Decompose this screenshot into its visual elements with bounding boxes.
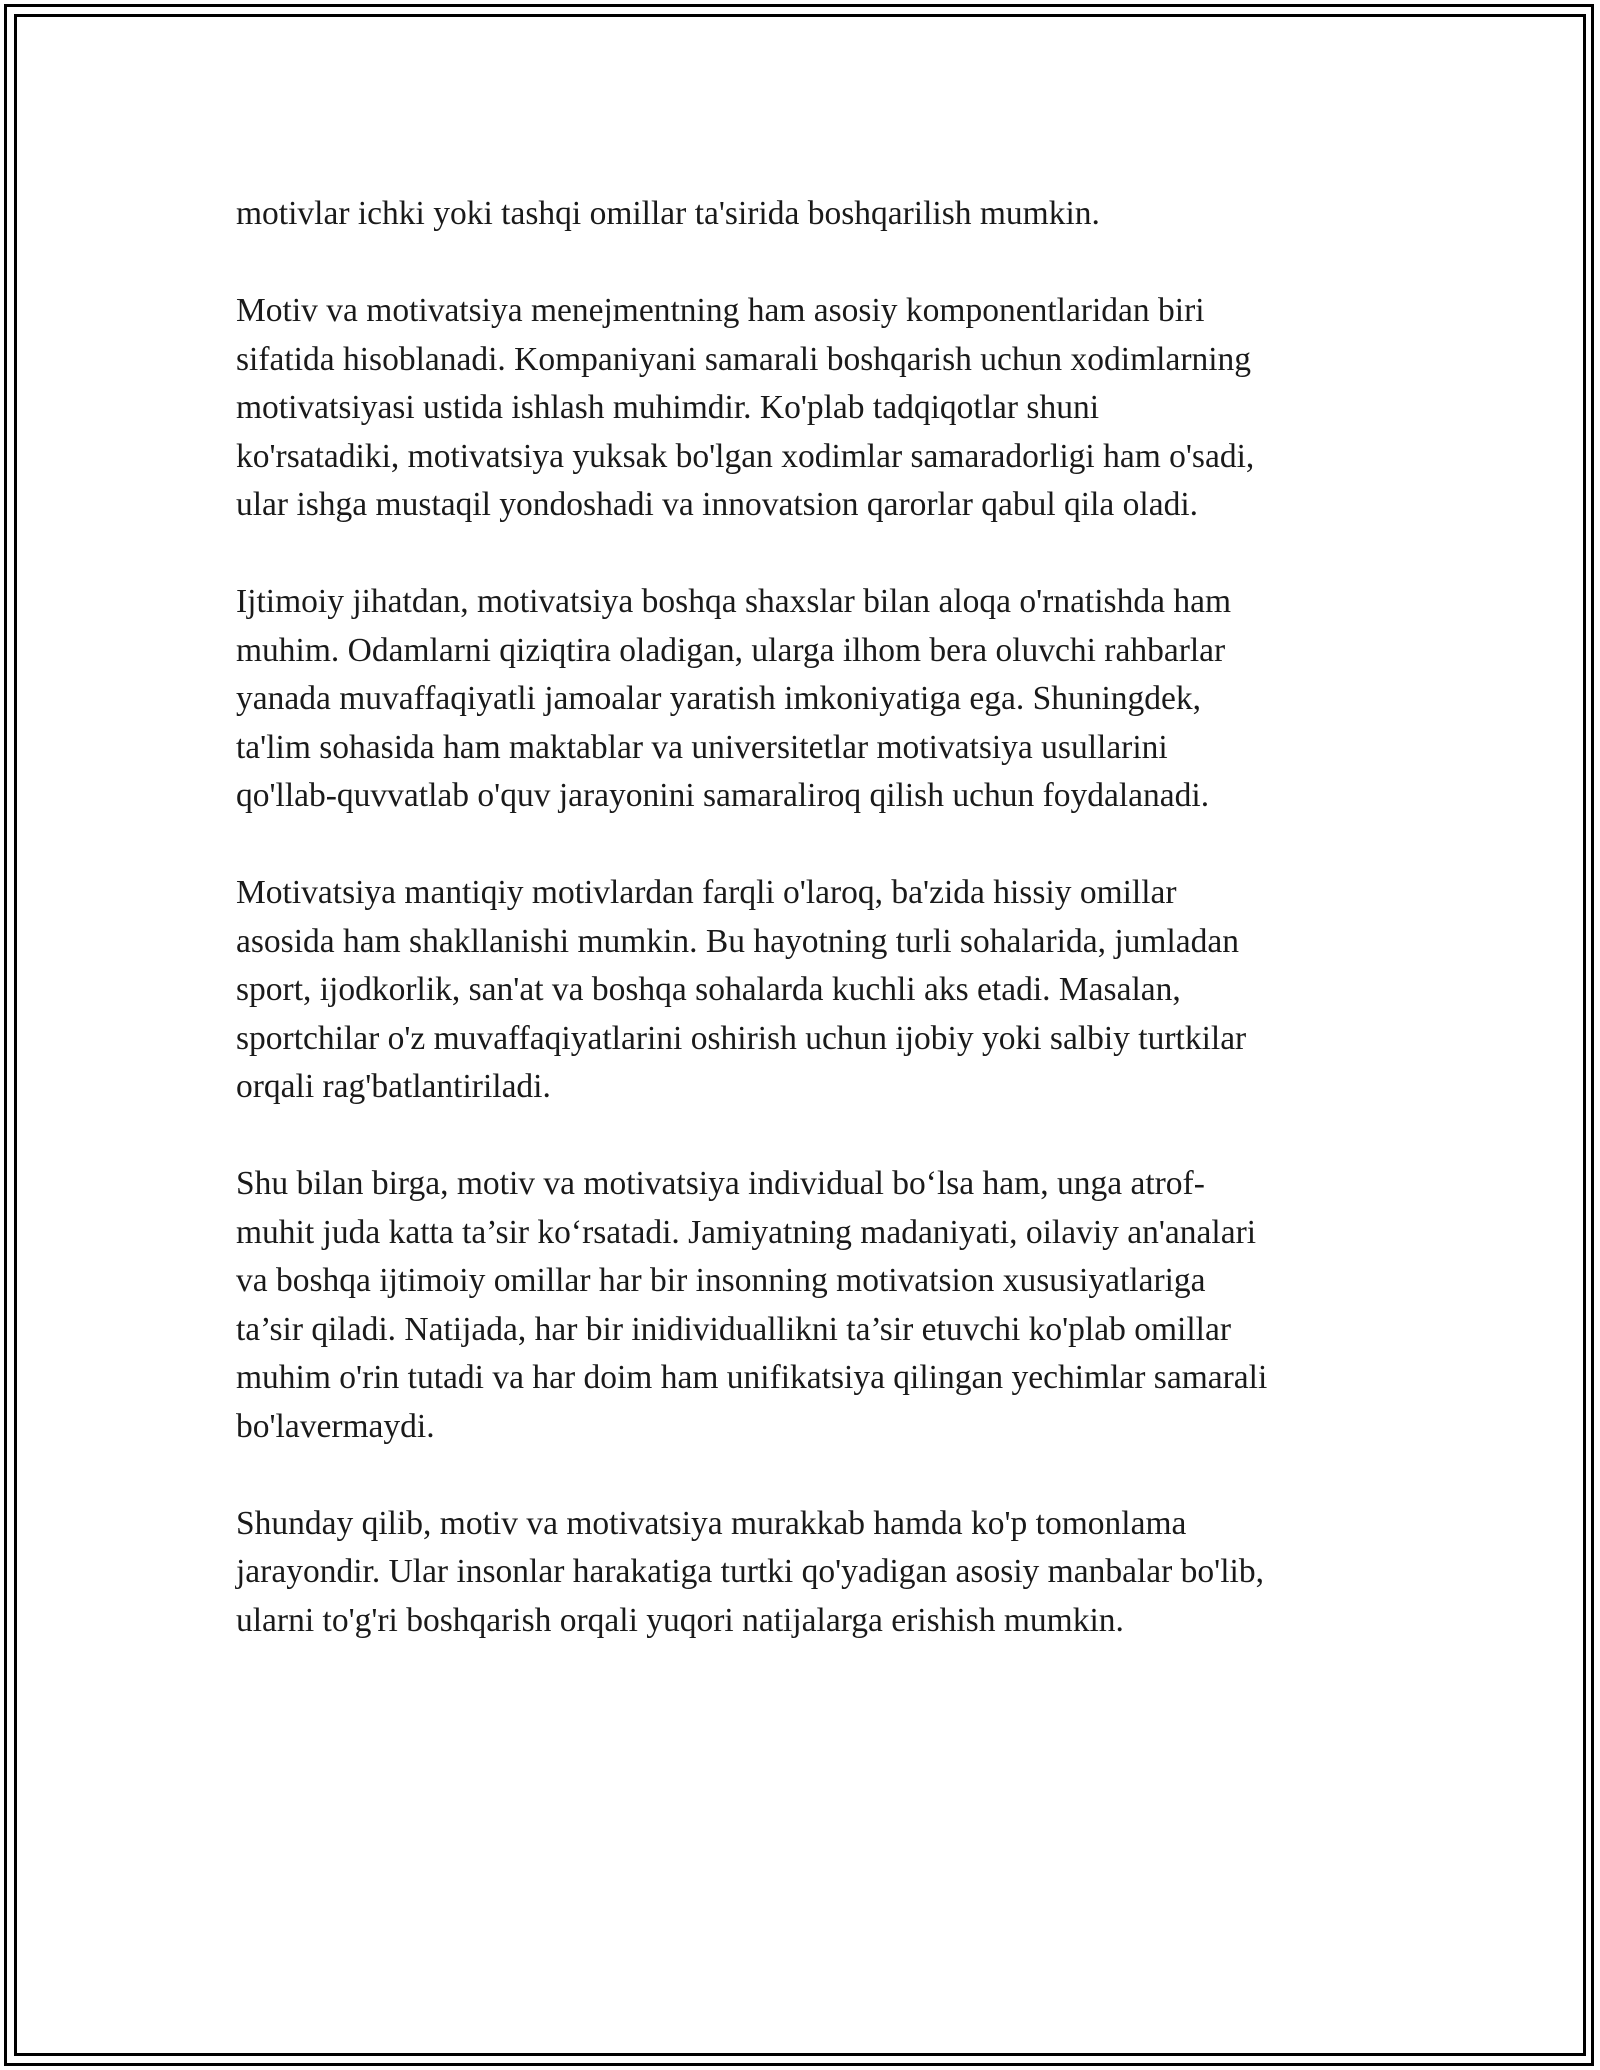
- paragraph-5: Shu bilan birga, motiv va motivatsiya individual bo‘lsa ham, unga atrof- muhit juda katta ta’sir ko‘rsatadi. Jamiyatning madaniyati, oilaviy an'analari va boshqa ijtimoiy omillar har bir insonning motivatsion xususiyatlariga ta’sir qiladi. Natijada, har bir inidividuallikni ta’sir etuvchi ko'plab omillar muhim o'rin tutadi va har doim ham unifikatsiya qilingan yechimlar samarali bo'lavermaydi.: [236, 1165, 1268, 1445]
- paragraph-6: Shunday qilib, motiv va motivatsiya murakkab hamda ko'p tomonlama jarayondir. Ular insonlar harakatiga turtki qo'yadigan asosiy manbalar bo'lib, ularni to'g'ri boshqarish orqali yuqori natijalarga erishish mumkin.: [236, 1504, 1264, 1639]
- paragraph-2: Motiv va motivatsiya menejmentning ham asosiy komponentlaridan biri sifatida hisoblanadi. Kompaniyani samarali boshqarish uchun xodimlarning motivatsiyasi ustida ishlash muhimdir. Ko'plab tadqiqotlar shuni ko'rsatadiki, motivatsiya yuksak bo'lgan xodimlar samaradorligi ham o'sadi, ular ishga mustaqil yondoshadi va innovatsion qarorlar qabul qila oladi.: [236, 292, 1255, 523]
- paragraph-4: Motivatsiya mantiqiy motivlardan farqli o'laroq, ba'zida hissiy omillar asosida ham shakllanishi mumkin. Bu hayotning turli sohalarida, jumladan sport, ijodkorlik, san'at va boshqa sohalarda kuchli aks etadi. Masalan, sportchilar o'z muvaffaqiyatlarini oshirish uchun ijobiy yoki salbiy turtkilar orqali rag'batlantiriladi.: [236, 874, 1247, 1105]
- paragraph-1: motivlar ichki yoki tashqi omillar ta'sirida boshqarilish mumkin.: [236, 195, 1100, 232]
- paragraph-3: Ijtimoiy jihatdan, motivatsiya boshqa shaxslar bilan aloqa o'rnatishda ham muhim. Odamlarni qiziqtira oladigan, ularga ilhom bera oluvchi rahbarlar yanada muvaffaqiyatli jamoalar yaratish imkoniyatiga ega. Shuningdek, ta'lim sohasida ham maktablar va universitetlar motivatsiya usullarini qo'llab-quvvatlab o'quv jarayonini samaraliroq qilish uchun foydalanadi.: [236, 583, 1232, 814]
- document-body: [236, 190, 1366, 1694]
